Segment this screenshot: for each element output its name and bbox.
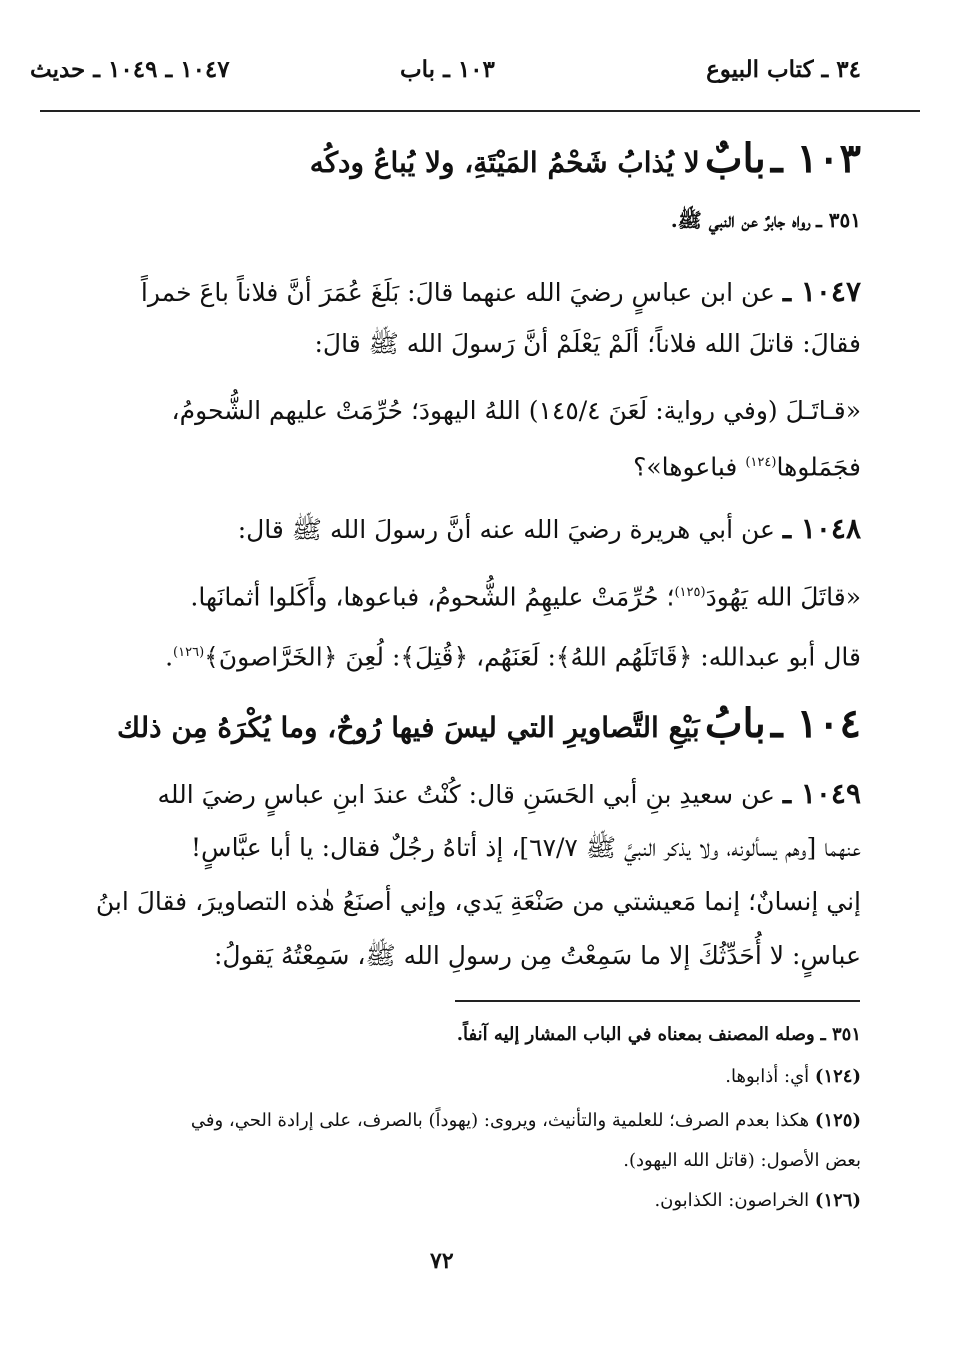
footnote-124 (50, 1058, 861, 1096)
hadith-text: ؛ حُرِّمَتْ عليهِمُ الشُّحومُ، فباعوها، وأَكَلوا أثمانَها. (190, 582, 675, 612)
hadith-1047-line-4 (40, 437, 861, 493)
footnote-text: أي: أذابوها. (725, 1066, 810, 1087)
hadith-1047-line-2: فقالَ: قاتلَ الله فلاناً؛ ألَمْ يَعْلَمْ أنَّ رَسولَ الله ﷺ قالَ: (314, 329, 861, 358)
header-book-title: ٣٤ ـ كتاب البيوع (706, 56, 861, 83)
hadith-1047-line-1 (40, 266, 861, 319)
hadith-text: فجَمَلوها (776, 452, 861, 482)
footnote-ref: (١٢٦) (173, 645, 205, 660)
footnote-125 (50, 1102, 861, 1140)
hadith-text: عن أبي هريرة رضيَ الله عنه أنَّ رسولَ الله ﷺ قال: (237, 515, 775, 544)
hadith-1049-line-1 (40, 768, 861, 821)
hadith-text: عن سعيدِ بنِ أبي الحَسَنِ قال: كُنْتُ عندَ ابنِ عباسٍ رضيَ الله (157, 780, 775, 809)
chapter-104-heading (40, 700, 861, 747)
hadith-1049-line-3: إني إنسانٌ؛ إنما مَعيشتي من صَنْعَةِ يَدي، وإني أصنَعُ هٰذه التصاويرَ، فقالَ ابنُ (95, 887, 861, 916)
hadith-1048-line-3 (40, 627, 861, 683)
mualaq-351 (40, 208, 861, 237)
chapter-number: ١٠٤ ـ (770, 700, 861, 747)
footnote-351 (50, 1016, 861, 1054)
hadith-1048-line-2 (40, 567, 861, 623)
hadith-number: ١٠٤٩ ـ (782, 777, 861, 810)
hadith-text: قال أبو عبدالله: ﴿قَاتَلَهُم اللهُ﴾: لَعَنَهُم، ﴿قُتِلَ﴾: لُعِنَ ﴿الخَرَّاصونَ﴾ (204, 642, 861, 672)
footnote-number: (١٢٦) (814, 1190, 861, 1211)
hadith-number: ١٠٤٨ ـ (782, 512, 861, 545)
footnote-text: وصله المصنف بمعناه في الباب المشار إليه آنفاً. (456, 1024, 815, 1045)
footnote-text: الخراصون: الكذابون. (654, 1190, 810, 1211)
footnote-number: (١٢٤) (814, 1066, 861, 1087)
footnote-ref: (١٢٥) (674, 585, 706, 600)
footnote-text: هكذا بعدم الصرف؛ للعلمية والتأنيث، ويروى: (يهوداً) بالصرف، على إرادة الحي، وفي (190, 1110, 810, 1131)
page-number: ٧٢ (430, 1248, 454, 1274)
hadith-text: . (165, 642, 174, 672)
footnote-rule (455, 1000, 860, 1002)
mualaq-number: ٣٥١ ـ (815, 208, 861, 232)
hadith-text: عن ابن عباسٍ رضيَ الله عنهما قالَ: بَلَغَ عُمَرَ أنَّ فلاناً باعَ خمراً (140, 278, 775, 307)
footnote-125-cont: بعض الأصول: (قاتل الله اليهود). (623, 1150, 861, 1171)
hadith-1049-line-4: عباسٍ: لا أُحَدِّثُكَ إلا ما سَمِعْتُ مِن رسولِ الله ﷺ، سَمِعْتُهُ يَقولُ: (213, 941, 861, 970)
footnote-ref: (١٢٤) (745, 455, 777, 470)
header-hadith-range: ١٠٤٧ ـ ١٠٤٩ ـ حديث (30, 56, 230, 83)
chapter-title: بَيْعِ التَّصاويرِ التي ليسَ فيها رُوحٌ، وما يُكْرَهُ مِن ذلك (116, 711, 700, 744)
chapter-bab-label: بابُ (704, 700, 766, 747)
chapter-number: ١٠٣ ـ (770, 135, 861, 182)
header-rule (40, 110, 920, 112)
chapter-103-heading (40, 135, 861, 182)
mualaq-text: رواه جابرٌ عن النبي ﷺ. (670, 208, 811, 232)
hadith-text: فباعوها»؟ (633, 452, 746, 482)
hadith-1047-line-3: «قـاتَـلَ (وفي رواية: لَعَنَ ١٤٥/٤) اللهُ اليهودَ؛ حُرِّمَتْ عليهم الشُّحومُ، (171, 396, 861, 425)
hadith-number: ١٠٤٧ ـ (782, 275, 861, 308)
hadith-1049-line-2: عنهما [وهم يسألونه، ولا يذكر النبيَّ ﷺ ٦٧/٧]، إذ أتاهُ رجُلٌ فقال: يا أبا عبَّاسٍ! (191, 833, 861, 862)
chapter-title: لا يُذابُ شَحْمُ المَيْتَةِ، ولا يُباعُ ودكُه (309, 146, 700, 179)
header-chapter: ١٠٣ ـ باب (400, 56, 495, 83)
footnote-number: ٣٥١ ـ (820, 1024, 861, 1045)
hadith-text: «قاتَلَ الله يَهُودَ (705, 582, 861, 612)
hadith-1048-line-1 (40, 503, 861, 556)
footnote-number: (١٢٥) (814, 1110, 861, 1131)
chapter-bab-label: بابٌ (704, 135, 766, 182)
footnote-126 (50, 1182, 861, 1220)
